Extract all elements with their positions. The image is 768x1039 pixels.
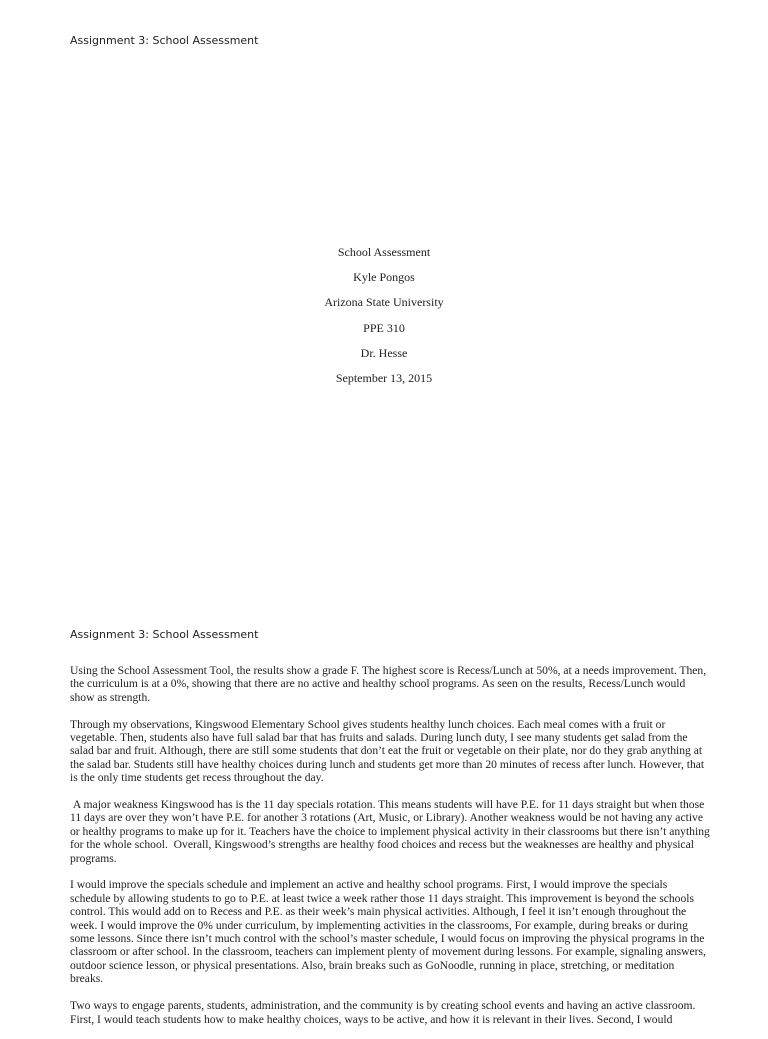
author-name: Kyle Pongos bbox=[353, 270, 415, 285]
document-title: School Assessment bbox=[337, 245, 431, 259]
paragraph: I would improve the specials schedule and implement an active and healthy school programs. First, I would improve the specials schedule by allowing students to go to P.E. at least twice a week rather those 11 days straight. This improvement is beyond the schools control. This would add on to Recess and P.E. as their week’s main physical activities. Although, I feel it isn’t enough throughout the week. I would improve the 0% under curriculum, by implementing activities in the classrooms, For example, during breaks or during some lessons. Since there isn’t much control with the school’s master schedule, I would focus on improving the physical programs in the classroom or after school. In the classroom, teachers can implement plenty of movement during lessons. For example, signaling answers, outdoor science lesson, or physical presentations. Also, brain breaks such as GoNoodle, running in place, stretching, or meditation breaks. bbox=[70, 878, 706, 986]
paragraph: A major weakness Kingswood has is the 11 day specials rotation. This means students will have P.E. for 11 days straight but when those 11 days are over they won’t have P.E. for another 3 rotations (Art, Music, or Library). Another weakness would be not having any active or healthy programs to make up for it. Teachers have the choice to implement physical activity in their classrooms but there isn’t anything for the whole school. Overall, Kingswood’s strengths are healthy food choices and recess but the weaknesses are healthy and physical programs. bbox=[70, 798, 713, 865]
paragraph: Using the School Assessment Tool, the results show a grade F. The highest score is Recess/Lunch at 50%, at a needs improvement. Then, the curriculum is at a 0%, showing that there are no active and healthy school programs. As seen on the results, Recess/Lunch would show as strength. bbox=[70, 664, 707, 704]
body-text bbox=[70, 664, 713, 1039]
running-head: Assignment 3: School Assessment bbox=[70, 34, 259, 47]
document-date: September 13, 2015 bbox=[335, 370, 433, 385]
paragraph: Two ways to engage parents, students, administration, and the community is by creating school events and having an active classroom. First, I would teach students how to make healthy choices, ways to be active, and how it is relevant in their lives. Second, I would bbox=[70, 999, 696, 1026]
paragraph: Through my observations, Kingswood Elementary School gives students healthy lunch choices. Each meal comes with a fruit or vegetable. Then, students also have full salad bar that has fruits and salads. During lunch duty, I see many students get salad from the salad bar and fruit. Although, there are still some students that don’t eat the fruit or vegetable on their plate, nor do they grab anything at the salad bar. Students still have healthy choices during lunch and students get more than 20 minutes of recess after lunch. However, that is the only time students get recess throughout the day. bbox=[70, 717, 705, 785]
course-code: PPE 310 bbox=[363, 320, 405, 335]
running-head-page-2: Assignment 3: School Assessment bbox=[70, 628, 259, 641]
institution-name: Arizona State University bbox=[324, 295, 444, 310]
instructor-name: Dr. Hesse bbox=[360, 345, 408, 360]
title-page bbox=[0, 245, 768, 396]
